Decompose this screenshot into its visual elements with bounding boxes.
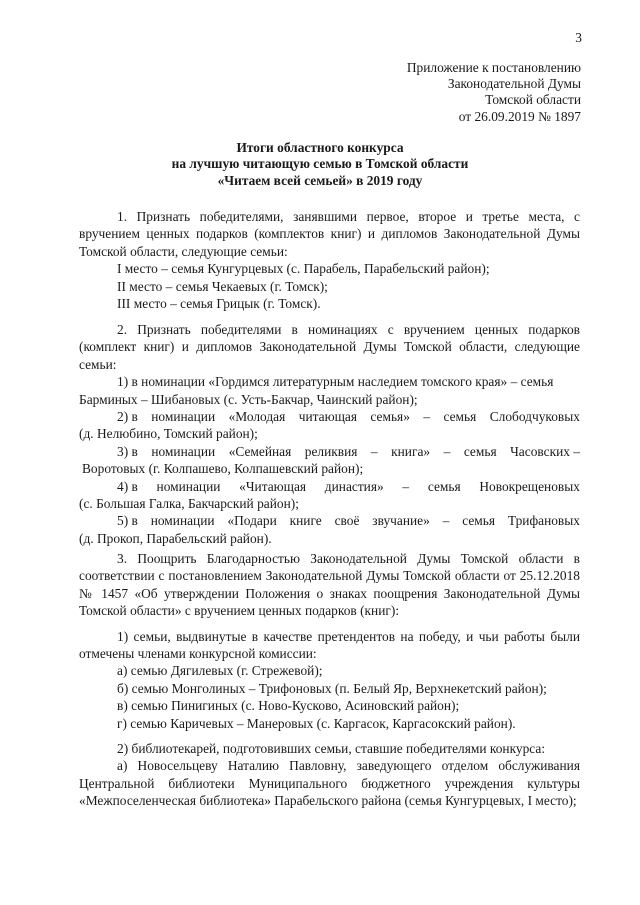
nomination-word: звучание» bbox=[372, 513, 430, 529]
family-item: г) семью Каричевых – Манеровых (с. Каргасок, Каргасокский район). bbox=[117, 715, 516, 731]
document-title bbox=[0, 140, 640, 189]
annex-line: Законодательной Думы bbox=[447, 76, 581, 92]
section-3 bbox=[79, 550, 580, 810]
section-3-intro: 3. Поощрить Благодарностью Законодательной Думы Томской области в соответствии с постановлением Законодательной Думы Томской области от 25.12.2018 № 1457 «Об утверждении Положения о знаках поощрения Законодательной Думы Томской области» с вручением ценных подарков (книг): bbox=[79, 551, 580, 619]
section-2-intro: 2. Признать победителями в номинациях с вручением ценных подарков (комплект книг) и дипломов Законодательной Думы Томской области, следующие семьи: bbox=[79, 322, 580, 372]
section-3-point-1: 1) семьи, выдвинутые в качестве претендентов на победу, и чьи работы были отмечены членами конкурсной комиссии: bbox=[79, 628, 580, 662]
place-item: I место – семья Кунгурцевых (с. Парабель, Парабельский район); bbox=[117, 261, 490, 277]
nomination-word: – bbox=[442, 513, 450, 529]
nomination-word: Слободчуковых bbox=[489, 409, 580, 425]
nomination-word: «Молодая bbox=[228, 409, 286, 425]
section-3-point-2a: а) Новосельцеву Наталию Павловну, заведующего отделом обслуживания Центральной библиотеки Муниципального бюджетного учреждения культуры «Межпоселенческая библиотека» Парабельского района (семья Кунгурцевых, I место); bbox=[79, 758, 580, 809]
page-number: 3 bbox=[575, 30, 582, 45]
nomination-family: (с. Большая Галка, Бакчарский район); bbox=[79, 496, 299, 512]
nomination-word: – bbox=[402, 478, 410, 494]
nomination-word: Трифановых bbox=[507, 513, 580, 529]
nomination-word: номинации bbox=[150, 513, 215, 529]
nomination-word: 3) в bbox=[117, 443, 138, 459]
nomination-line bbox=[79, 408, 580, 425]
annex-line: Томской области bbox=[485, 92, 581, 108]
annex-line: Приложение к постановлению bbox=[406, 60, 581, 75]
nomination-word: номинации bbox=[151, 443, 216, 459]
annex-line: от 26.09.2019 № 1897 bbox=[458, 108, 581, 124]
nomination-word: 2) в bbox=[117, 409, 138, 425]
title-line: на лучшую читающую семью в Томской области bbox=[171, 156, 469, 172]
nomination-word: «Семейная bbox=[228, 443, 292, 459]
nomination-word: Часовских – bbox=[510, 443, 580, 459]
nomination-family: (д. Нелюбино, Томский район); bbox=[79, 426, 258, 442]
nomination-line bbox=[79, 512, 580, 529]
family-item: а) семью Дягилевых (г. Стрежевой); bbox=[117, 663, 323, 679]
nomination-word: реликвия bbox=[304, 443, 358, 459]
nomination-line bbox=[79, 443, 580, 460]
nomination-line bbox=[79, 373, 580, 390]
section-1 bbox=[79, 208, 580, 312]
nomination-word: семья bbox=[463, 443, 497, 459]
nomination-word: книге bbox=[289, 513, 322, 529]
nomination-word: читающая bbox=[298, 409, 357, 425]
section-3-point-2: 2) библиотекарей, подготовивших семьи, ставшие победителями конкурса: bbox=[117, 741, 546, 757]
nomination-word: 4) в bbox=[117, 478, 138, 494]
nomination-word: – bbox=[370, 443, 378, 459]
nomination-word: Новокрещеновых bbox=[479, 478, 580, 494]
family-item: в) семью Пинигиных (с. Ново-Кусково, Асиновский район); bbox=[117, 698, 460, 714]
nomination-family: Барминых – Шибановых (с. Усть-Бакчар, Чаинский район); bbox=[79, 391, 418, 407]
nomination-word: номинации bbox=[156, 478, 221, 494]
nomination-word: семья bbox=[462, 513, 496, 529]
nomination-word: своё bbox=[334, 513, 360, 529]
nomination-word: 1) в номинации «Гордимся литературным наследием томского края» – семья bbox=[117, 374, 554, 390]
nomination-word: – bbox=[423, 409, 431, 425]
nomination-word: семья bbox=[427, 478, 461, 494]
annex-header bbox=[407, 60, 581, 125]
nomination-word: книга» bbox=[391, 443, 431, 459]
nomination-word: «Читающая bbox=[239, 478, 307, 494]
section-1-intro: 1. Признать победителями, занявшими первое, второе и третье места, с вручением ценных подарков (комплектов книг) и дипломов Законодательной Думы Томской области, следующие семьи: bbox=[79, 209, 580, 259]
title-line: Итоги областного конкурса bbox=[236, 140, 404, 155]
family-item: б) семью Монголиных – Трифоновых (п. Белый Яр, Верхнекетский район); bbox=[117, 680, 547, 696]
nomination-word: «Подари bbox=[227, 513, 277, 529]
nomination-family: Воротовых (г. Колпашево, Колпашевский район); bbox=[82, 461, 364, 477]
nomination-family: (д. Прокоп, Парабельский район). bbox=[79, 530, 272, 546]
nomination-word: – bbox=[443, 443, 451, 459]
nomination-word: номинации bbox=[151, 409, 216, 425]
title-line: «Читаем всей семьей» в 2019 году bbox=[217, 172, 423, 188]
section-2 bbox=[79, 321, 580, 547]
place-item: III место – семья Грицык (г. Томск). bbox=[117, 296, 321, 312]
nomination-line bbox=[79, 478, 580, 495]
place-item: II место – семья Чекаевых (г. Томск); bbox=[117, 278, 328, 294]
nomination-word: 5) в bbox=[117, 513, 138, 529]
nomination-word: семья» bbox=[370, 409, 410, 425]
nomination-word: семья bbox=[443, 409, 477, 425]
nomination-word: династия» bbox=[324, 478, 384, 494]
